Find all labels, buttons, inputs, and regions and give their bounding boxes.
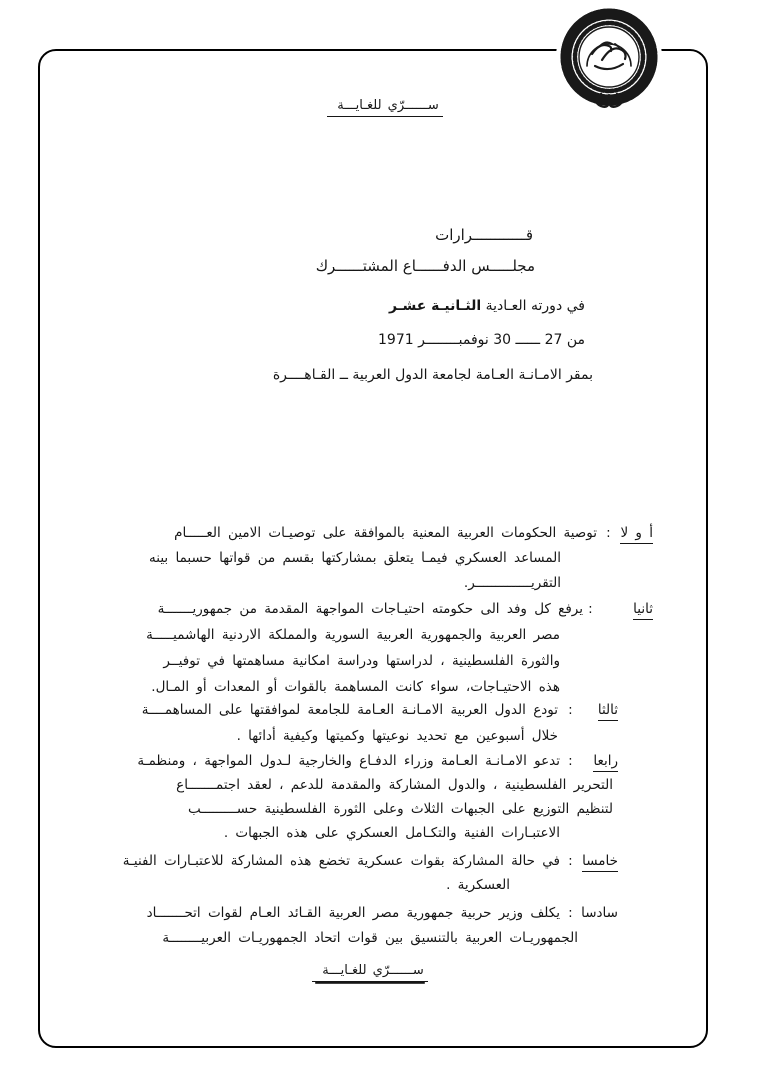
secret-classification-footer	[270, 963, 470, 978]
title-session-number: الثـانيـة عشـر	[388, 298, 482, 314]
item-6-colon: :	[568, 905, 573, 921]
item-4-line-2: التحرير الفلسطينية ، والدول المشاركة والمقدمة للدعم ، لعقد اجتمـــــــاع	[176, 777, 613, 793]
item-2-line-4: هذه الاحتيـاجات، سواء كانت المساهمة بالقوات أو المعدات أو المـال.	[151, 679, 560, 695]
item-2-label: ثانيا	[633, 596, 653, 622]
item-1-colon: :	[606, 525, 611, 541]
item-1-label: أ و لا	[620, 521, 653, 546]
item-6-line-1: يكلف وزير حربية جمهورية مصر العربية القـائد العـام لقوات اتحـــــــاد	[146, 905, 560, 921]
item-3-line-2: خلال أسبوعين مع تحديد نوعيتها وكميتها وكيفية أدائها .	[236, 728, 558, 744]
resolution-item-3	[85, 697, 653, 749]
title-session	[389, 298, 585, 314]
item-4-line-4: الاعتبـارات الفنية والتكـامل العسكري على هذه الجبهات .	[223, 825, 560, 841]
title-session-normal: في دورته العـادية	[481, 298, 585, 314]
item-5-line-1: في حالة المشاركة بقوات عسكرية تخضع هذه المشاركة للاعتبـارات الفنيـة	[122, 853, 560, 869]
item-1-line-3: التقريــــــــــــــر.	[463, 575, 561, 591]
item-4-label: رابعا	[593, 749, 618, 773]
item-4-line-3: لتنظيم التوزيع على الجبهات الثلاث وعلى الثورة الفلسطينية حســـــــــب	[187, 801, 613, 817]
resolution-item-6	[85, 901, 653, 951]
resolution-item-4	[85, 749, 653, 845]
title-council-name: مجلـــــس الدفــــــاع المشتــــــرك	[315, 257, 535, 275]
title-location: بمقر الامـانـة العـامة لجامعة الدول العربية ــ القـاهــــرة	[272, 367, 593, 383]
resolution-item-5	[85, 849, 653, 897]
title-dates: من 27 ــــــ 30 نوفمبــــــــر 1971	[378, 332, 585, 348]
item-1-line-1: توصية الحكومات العربية المعنية بالموافقة على توصيـات الامين العـــــام	[174, 525, 597, 541]
arab-league-emblem-icon	[554, 2, 664, 112]
item-6-line-2: الجمهوريـات العربية بالتنسيق بين قوات اتحاد الجمهوريـات العربيــــــــة	[162, 930, 578, 946]
item-2-line-2: مصر العربية والجمهورية العربية السورية والمملكة الاردنية الهاشميـــــة	[146, 627, 560, 643]
item-6-label: سادسا	[581, 905, 618, 921]
item-2-colon: :	[588, 601, 593, 617]
item-3-line-1: تودع الدول العربية الامـانـة العـامة للجامعة لموافقتها على المساهمــــة	[141, 702, 558, 718]
secret-classification-header	[285, 98, 485, 113]
resolution-item-1	[85, 521, 653, 596]
item-3-label: ثالثا	[598, 697, 618, 723]
item-1-line-2: المساعد العسكري فيمـا يتعلق بمشاركتها بقسم من قواتها حسبما بينه	[149, 550, 561, 566]
item-5-line-2: العسكرية .	[446, 877, 510, 893]
item-5-label: خامسا	[582, 849, 618, 873]
resolution-item-2	[85, 596, 653, 700]
item-4-line-1: تدعو الامـانـة العـامة وزراء الدفـاع والخارجية لـدول المواجهة ، ومنظمـة	[137, 753, 560, 769]
item-5-colon: :	[568, 853, 573, 869]
title-resolutions: قــــــــــــرارات	[435, 226, 533, 244]
item-3-colon: :	[568, 702, 573, 718]
item-2-line-3: والثورة الفلسطينية ، لدراستها ودراسة امكانية مساهمتها في توفيــر	[163, 653, 560, 669]
item-4-colon: :	[568, 753, 573, 769]
secret-label: ســــــرّي للغـايـــة	[327, 98, 443, 117]
secret-label: ســــــرّي للغـايـــة	[312, 963, 428, 982]
item-2-line-1: يرفع كل وفد الى حكومته احتيـاجات المواجهة المقدمة من جمهوريـــــــة	[157, 601, 583, 617]
